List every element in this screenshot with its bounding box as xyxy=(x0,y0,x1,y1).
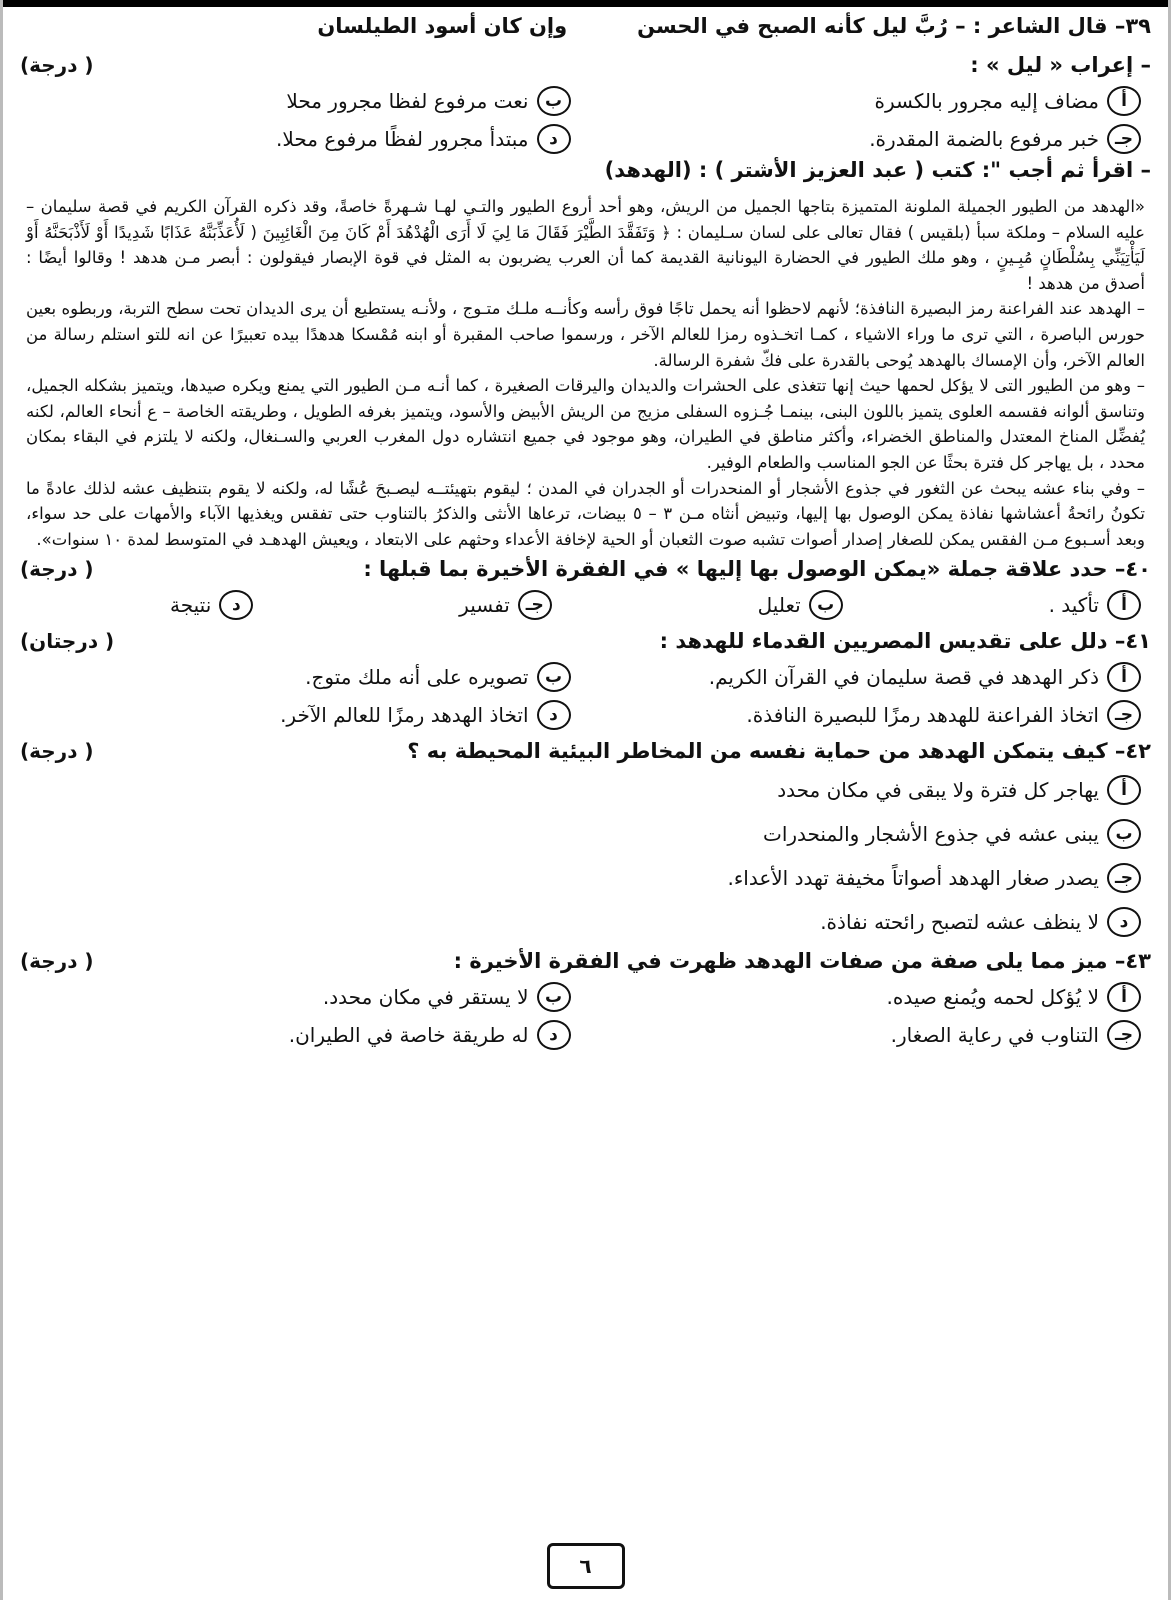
reading-heading: – اقرأ ثم أجب ": كتب ( عبد العزيز الأشتر ) : (الهدهد) xyxy=(604,158,1151,182)
q39-option-c[interactable] xyxy=(591,120,1142,158)
q43-option-c[interactable] xyxy=(591,1016,1142,1054)
option-letter: أ xyxy=(1107,982,1141,1012)
q39-option-d[interactable] xyxy=(20,120,571,158)
option-letter: د xyxy=(219,590,253,620)
reading-passage xyxy=(26,194,1145,552)
option-letter: د xyxy=(1107,907,1141,937)
option-text: يصدر صغار الهدهد أصواتاً مخيفة تهدد الأعداء. xyxy=(727,866,1099,891)
option-letter: ب xyxy=(1107,819,1141,849)
q43-grade: ( درجة) xyxy=(20,949,94,974)
q41-option-a[interactable] xyxy=(591,658,1142,696)
q43-head: ٤٣– ميز مما يلى صفة من صفات الهدهد ظهرت في الفقرة الأخيرة : xyxy=(453,949,1151,974)
option-letter: ب xyxy=(537,662,571,692)
q39-hemistich2: وإن كان أسود الطيلسان xyxy=(317,14,568,38)
q41-option-d[interactable] xyxy=(20,696,571,734)
option-letter: جـ xyxy=(1107,1020,1141,1050)
option-letter: جـ xyxy=(518,590,552,620)
q40-header xyxy=(20,552,1151,586)
q41-options xyxy=(20,658,1151,734)
option-text: مضاف إليه مجرور بالكسرة xyxy=(874,89,1099,113)
option-letter: جـ xyxy=(1107,863,1141,893)
option-text: اتخاذ الهدهد رمزًا للعالم الآخر. xyxy=(280,703,529,728)
left-edge xyxy=(0,0,3,1600)
q41-head: ٤١– دلل على تقديس المصريين القدماء للهدهد : xyxy=(659,629,1151,654)
option-text: تفسير xyxy=(459,593,510,618)
q40-option-d[interactable] xyxy=(170,586,253,624)
option-letter: د xyxy=(537,1020,571,1050)
option-letter: جـ xyxy=(1107,700,1141,730)
q42-head: ٤٢– كيف يتمكن الهدهد من حماية نفسه من المخاطر البيئية المحيطة به ؟ xyxy=(407,739,1151,764)
option-letter: أ xyxy=(1107,662,1141,692)
q40-head: ٤٠– حدد علاقة جملة «يمكن الوصول بها إليها » في الفقرة الأخيرة بما قبلها : xyxy=(363,557,1151,582)
q41-option-b[interactable] xyxy=(20,658,571,696)
passage-paragraph-2: – الهدهد عند الفراعنة رمز البصيرة النافذة؛ لأنهم لاحظوا أنه يحمل تاجًا فوق رأسه وكأنــه ملـك متـوج ، ولأنـه يستطيع أن يرى الديدان تحت سطح التربة، وربطوه بعين حورس الباصرة ، التي ترى ما وراء الاشياء ، كمـا اتخـذوه رمزا للعالم الآخر ، ورسموا صاحب المقبرة أو ابنه مُمْسكا هدهدًا بيده تعبيرًا عن انه للتو استلم رسالة من العالم الآخر، وأن الإمساك بالهدهد يُوحى بالقدرة على فكّ شفرة الرسالة. xyxy=(26,299,1145,370)
q41-option-c[interactable] xyxy=(591,696,1142,734)
option-letter: ب xyxy=(537,982,571,1012)
exam-page xyxy=(20,14,1151,1054)
q39-header xyxy=(20,14,1151,48)
option-text: لا ينظف عشه لتصبح رائحته نفاذة. xyxy=(820,910,1099,935)
option-text: نتيجة xyxy=(170,593,212,618)
option-text: تصويره على أنه ملك متوج. xyxy=(305,665,529,690)
option-letter: د xyxy=(537,700,571,730)
option-text: مبتدأ مجرور لفظًا مرفوع محلا. xyxy=(276,127,529,151)
q42-option-b[interactable] xyxy=(20,812,1141,856)
option-text: اتخاذ الفراعنة للهدهد رمزًا للبصيرة النافذة. xyxy=(746,703,1099,728)
q43-option-d[interactable] xyxy=(20,1016,571,1054)
q39-options xyxy=(20,82,1151,158)
option-text: له طريقة خاصة في الطيران. xyxy=(288,1023,529,1048)
q39-sub: – إعراب « ليل » : xyxy=(970,53,1151,77)
q40-option-c[interactable] xyxy=(459,586,552,624)
q41-header xyxy=(20,624,1151,658)
option-text: لا يُؤكل لحمه ويُمنع صيده. xyxy=(886,985,1099,1010)
option-letter: أ xyxy=(1107,775,1141,805)
q40-options xyxy=(20,586,1151,624)
option-letter: جـ xyxy=(1107,124,1141,154)
q42-option-a[interactable] xyxy=(20,768,1141,812)
q39-subheader xyxy=(20,48,1151,82)
q40-option-b[interactable] xyxy=(758,586,843,624)
option-text: يهاجر كل فترة ولا يبقى في مكان محدد xyxy=(777,778,1099,803)
q42-option-c[interactable] xyxy=(20,856,1141,900)
q43-options xyxy=(20,978,1151,1054)
option-text: التناوب في رعاية الصغار. xyxy=(890,1023,1099,1048)
verse xyxy=(20,14,1151,38)
q43-option-b[interactable] xyxy=(20,978,571,1016)
q40-grade: ( درجة) xyxy=(20,557,94,582)
q39-option-b[interactable] xyxy=(20,82,571,120)
option-text: تأكيد . xyxy=(1048,593,1099,618)
option-text: خبر مرفوع بالضمة المقدرة. xyxy=(869,127,1099,151)
q42-option-d[interactable] xyxy=(20,900,1141,944)
option-text: تعليل xyxy=(757,593,801,618)
top-border xyxy=(0,0,1171,7)
q39-grade: ( درجة) xyxy=(20,53,94,77)
q42-header xyxy=(20,734,1151,768)
q43-header xyxy=(20,944,1151,978)
q42-grade: ( درجة) xyxy=(20,739,94,764)
q39-option-a[interactable] xyxy=(591,82,1142,120)
q43-option-a[interactable] xyxy=(591,978,1142,1016)
q39-head: ٣٩– قال الشاعر : – رُبَّ ليل كأنه الصبح في الحسن xyxy=(637,14,1151,38)
passage-paragraph-4: – وفي بناء عشه يبحث عن الثغور في جذوع الأشجار أو المنحدرات أو الجدران في المدن ؛ ليقوم بتهيئتــه ليصـبحَ عُشًا له، ولكنه لا يقوم بتنظيف عشه لذلك عادةً ما تكونُ رائحةُ أعشاشها نفاذة يمكن الوصول بها إليها، وتبيض أنثاه مـن ٣ – ٥ بيضات، ترعاها الأنثى والذكرُ بالتناوب حتى تفقس ويغذيها الآباء والأمهات على حد سواء، وبعد أسـبوع مـن الفقس يمكن للصغار إصدار أصوات تشبه صوت الثعبان أو الحية لإخافة الأعداء وحثهم على الابتعاد ، ويعيش الهدهـد في المتوسط لمدة ١٠ سنوات». xyxy=(26,478,1145,549)
option-letter: ب xyxy=(809,590,843,620)
option-letter: أ xyxy=(1107,590,1141,620)
passage-paragraph-3: – وهو من الطيور التى لا يؤكل لحمها حيث إنها تتغذى على الحشرات والديدان واليرقات الصغيرة ، كما أنـه مـن الطيور التي يمنع ويكره صيدها، ويتميز بشكله الجميل، وتناسق ألوانه فقسمه العلوى يتميز باللون البنى، بينمـا جُـزوه السفلى مزيج من الريش الأبيض والأسود، ويتميز بغرفه الطويل ، وطريقته الخاصة – ع أنحاء العالم، لكنه يُفضِّل المناخ المعتدل والمناطق الخضراء، وأكثر مناطق في الطيران، وهو موجود في جميع انتشاره دول المغرب العربي والسـنغال، ولكنه لا يلتزم في البقاء بمكان محدد ، بل يهاجر كل فترة بحثًا عن الجو المناسب والطعام الوفير. xyxy=(26,376,1145,472)
passage-paragraph-1: «الهدهد من الطيور الجميلة الملونة المتميزة بتاجها الجميل من الريش، وهو أحد أروع الطيور والتـي لهـا شـهرةً خاصةً، وقد ذكره القرآن الكريم في قصة سليمان – عليه السلام – وملكة سبأ (بلقيس ) فقال تعالى على لسان سـليمان : ﴿ وَتَفَقَّدَ الطَّيْرَ فَقَالَ مَا لِيَ لَا أَرَى الْهُدْهُدَ أَمْ كَانَ مِنَ الْغَائِبِينَ ( لَأُعَذِّبَنَّهُ عَذَابًا شَدِيدًا أَوْ لَأَذْبَحَنَّهُ أَوْ لَيَأْتِيَنِّي بِسُلْطَانٍ مُبِـينٍ ، وهو ملك الطيور في الحضارة اليونانية القديمة كما أن العرب يضربون به المثل في قوة الإبصار فيقولون : أبصر مـن هدهد ! وقالوا أيضًا : أصدق من هدهد ! xyxy=(26,197,1145,293)
option-text: لا يستقر في مكان محدد. xyxy=(322,985,529,1010)
q42-options xyxy=(20,768,1151,944)
option-letter: أ xyxy=(1107,86,1141,116)
option-letter: د xyxy=(537,124,571,154)
option-text: يبنى عشه في جذوع الأشجار والمنحدرات xyxy=(762,822,1099,847)
page-number: ٦ xyxy=(547,1543,625,1589)
q41-grade: ( درجتان) xyxy=(20,629,115,654)
q40-option-a[interactable] xyxy=(1049,586,1141,624)
option-text: ذكر الهدهد في قصة سليمان في القرآن الكريم. xyxy=(708,665,1099,690)
option-text: نعت مرفوع لفظا مجرور محلا xyxy=(286,89,529,113)
option-letter: ب xyxy=(537,86,571,116)
